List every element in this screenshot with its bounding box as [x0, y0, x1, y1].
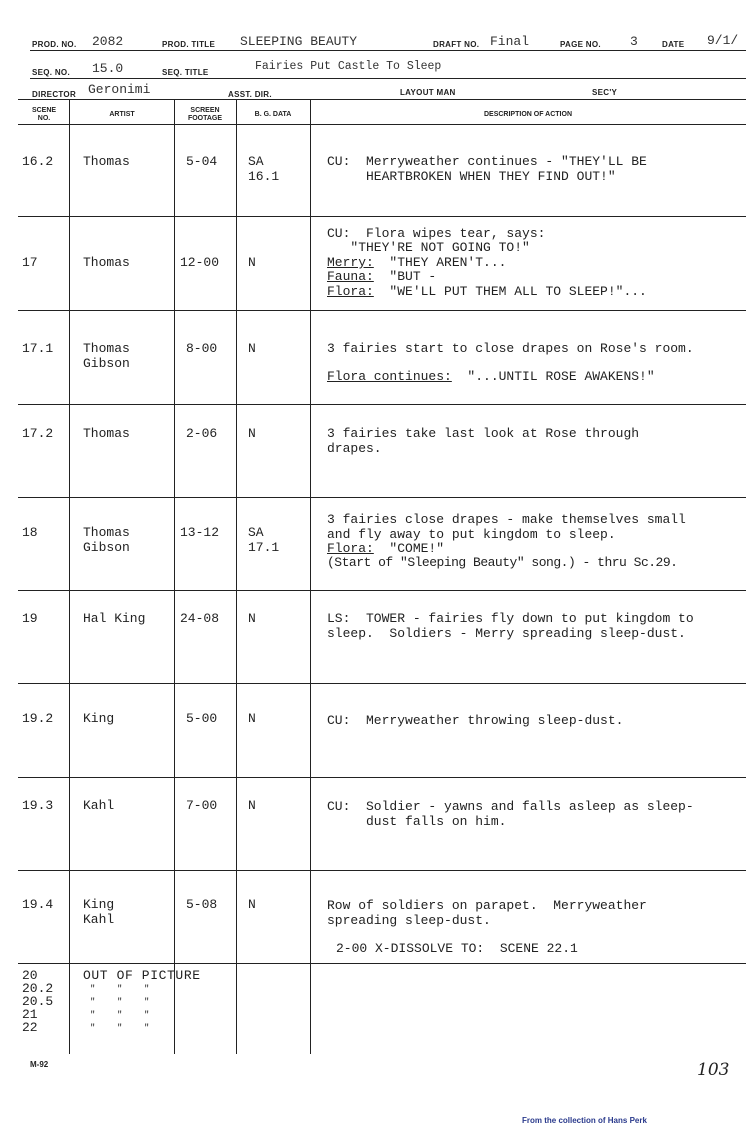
director-label: DIRECTOR [32, 90, 77, 99]
scene-number: 19.2 [22, 711, 54, 726]
screen-footage: 5-08 [186, 897, 218, 912]
bg-data: SA 17.1 [248, 525, 280, 555]
seq-no-label: SEQ. NO. [32, 68, 70, 77]
ditto-marks: " " " " " " " " " " " " [90, 984, 150, 1033]
seq-no-value: 15.0 [92, 61, 124, 76]
artist-name: King Kahl [83, 897, 115, 927]
artist-name: Thomas [83, 255, 130, 270]
artist-name: Thomas Gibson [83, 525, 130, 555]
screen-footage: 7-00 [186, 798, 218, 813]
director-value: Geronimi [88, 82, 151, 97]
action-description-line: Fauna: "BUT - [327, 269, 437, 284]
header-rule-1 [30, 50, 746, 51]
prod-title-value: SLEEPING BEAUTY [240, 34, 358, 49]
col-scene-header: SCENE NO. [31, 107, 57, 122]
prod-title-label: PROD. TITLE [162, 40, 216, 49]
row-rule [18, 310, 746, 311]
action-description: CU: Soldier - yawns and falls asleep as sleep- dust falls on him. [327, 799, 694, 829]
prod-no-value: 2082 [92, 34, 124, 49]
action-description: CU: Merryweather throwing sleep-dust. [327, 713, 624, 728]
form-number: M-92 [30, 1060, 49, 1069]
scene-number: 17 [22, 255, 38, 270]
action-description-line: 2-00 X-DISSOLVE TO: SCENE 22.1 [336, 941, 578, 956]
screen-footage: 8-00 [186, 341, 218, 356]
action-description: Row of soldiers on parapet. Merryweather spreading sleep-dust. [327, 898, 647, 928]
date-value: 9/1/ [707, 33, 739, 48]
collection-credit: From the collection of Hans Perk [522, 1116, 647, 1125]
col-divider-2 [174, 99, 175, 1054]
col-divider-4 [310, 99, 311, 1054]
row-rule [18, 590, 746, 591]
artist-name: Thomas [83, 426, 130, 441]
speaker-label: Flora: [327, 284, 374, 299]
speaker-label: Flora: [327, 541, 374, 556]
screen-footage: 24-08 [180, 611, 220, 626]
col-footage-header: SCREEN FOOTAGE [187, 107, 223, 122]
draft-no-value: Final [490, 34, 530, 49]
scene-number: 17.1 [22, 341, 54, 356]
colhead-rule [18, 124, 746, 125]
col-bg-header: B. G. DATA [254, 111, 292, 118]
action-description: CU: Merryweather continues - "THEY'LL BE HEARTBROKEN WHEN THEY FIND OUT!" [327, 154, 647, 184]
prod-no-label: PROD. NO. [32, 40, 77, 49]
artist-name: Thomas Gibson [83, 341, 130, 371]
artist-name: Hal King [83, 611, 146, 626]
seq-title-label: SEQ. TITLE [162, 68, 209, 77]
asst-dir-label: ASST. DIR. [228, 90, 272, 99]
handwritten-page-number: 103 [697, 1060, 730, 1080]
col-desc-header: DESCRIPTION OF ACTION [483, 111, 573, 118]
bg-data: SA 16.1 [248, 154, 280, 184]
bg-data: N [248, 255, 256, 270]
speaker-label: Flora continues: [327, 369, 452, 384]
action-description-line: CU: Flora wipes tear, says: [327, 226, 546, 241]
action-description-line: Merry: "THEY AREN'T... [327, 255, 507, 270]
row-rule [18, 870, 746, 871]
action-description: 3 fairies take last look at Rose through drapes. [327, 426, 640, 456]
row-rule [18, 683, 746, 684]
action-description: 3 fairies close drapes - make themselves small and fly away to put kingdom to sleep. [327, 512, 686, 542]
bg-data: N [248, 611, 256, 626]
page-no-value: 3 [630, 34, 638, 49]
artist-name: Thomas [83, 154, 130, 169]
screen-footage: 5-04 [186, 154, 218, 169]
row-rule [18, 497, 746, 498]
screen-footage: 2-06 [186, 426, 218, 441]
artist-name: Kahl [83, 798, 115, 813]
bg-data: N [248, 897, 256, 912]
scene-number-list: 20 20.2 20.5 21 22 [22, 968, 54, 1035]
layout-man-label: LAYOUT MAN [400, 88, 456, 97]
col-artist-header: ARTIST [109, 111, 135, 118]
artist-name: King [83, 711, 115, 726]
scene-number: 18 [22, 525, 38, 540]
screen-footage: 13-12 [180, 525, 220, 540]
date-label: DATE [662, 40, 685, 49]
action-description: 3 fairies start to close drapes on Rose's room. [327, 341, 694, 356]
action-description-line: Flora: "COME!" [327, 541, 445, 556]
scene-number: 16.2 [22, 154, 54, 169]
bg-data: N [248, 341, 256, 356]
screen-footage: 5-00 [186, 711, 218, 726]
seq-title-value: Fairies Put Castle To Sleep [255, 60, 442, 73]
row-rule [18, 216, 746, 217]
col-divider-3 [236, 99, 237, 1054]
out-of-picture-label: OUT OF PICTURE [83, 968, 201, 983]
row-rule [18, 777, 746, 778]
secy-label: SEC'Y [592, 88, 618, 97]
row-rule [18, 404, 746, 405]
page-no-label: PAGE NO. [560, 40, 601, 49]
scene-number: 17.2 [22, 426, 54, 441]
header-rule-3 [18, 99, 746, 100]
action-description-line: Flora: "WE'LL PUT THEM ALL TO SLEEP!"... [327, 284, 647, 299]
action-description: LS: TOWER - fairies fly down to put kingdom to sleep. Soldiers - Merry spreading sleep-dust. [327, 611, 694, 641]
draft-no-label: DRAFT NO. [433, 40, 480, 49]
scene-number: 19 [22, 611, 38, 626]
speaker-label: Merry: [327, 255, 374, 270]
screen-footage: 12-00 [180, 255, 220, 270]
header-rule-2 [30, 78, 746, 79]
action-description-line: (Start of "Sleeping Beauty" song.) - thru Sc.29. [327, 555, 678, 570]
row-rule [18, 963, 746, 964]
action-description-line: "THEY'RE NOT GOING TO!" [327, 240, 530, 255]
action-description-line: Flora continues: "...UNTIL ROSE AWAKENS!" [327, 369, 655, 384]
bg-data: N [248, 426, 256, 441]
bg-data: N [248, 798, 256, 813]
bg-data: N [248, 711, 256, 726]
scene-number: 19.4 [22, 897, 54, 912]
speaker-label: Fauna: [327, 269, 374, 284]
scene-number: 19.3 [22, 798, 54, 813]
col-divider-1 [69, 99, 70, 1054]
